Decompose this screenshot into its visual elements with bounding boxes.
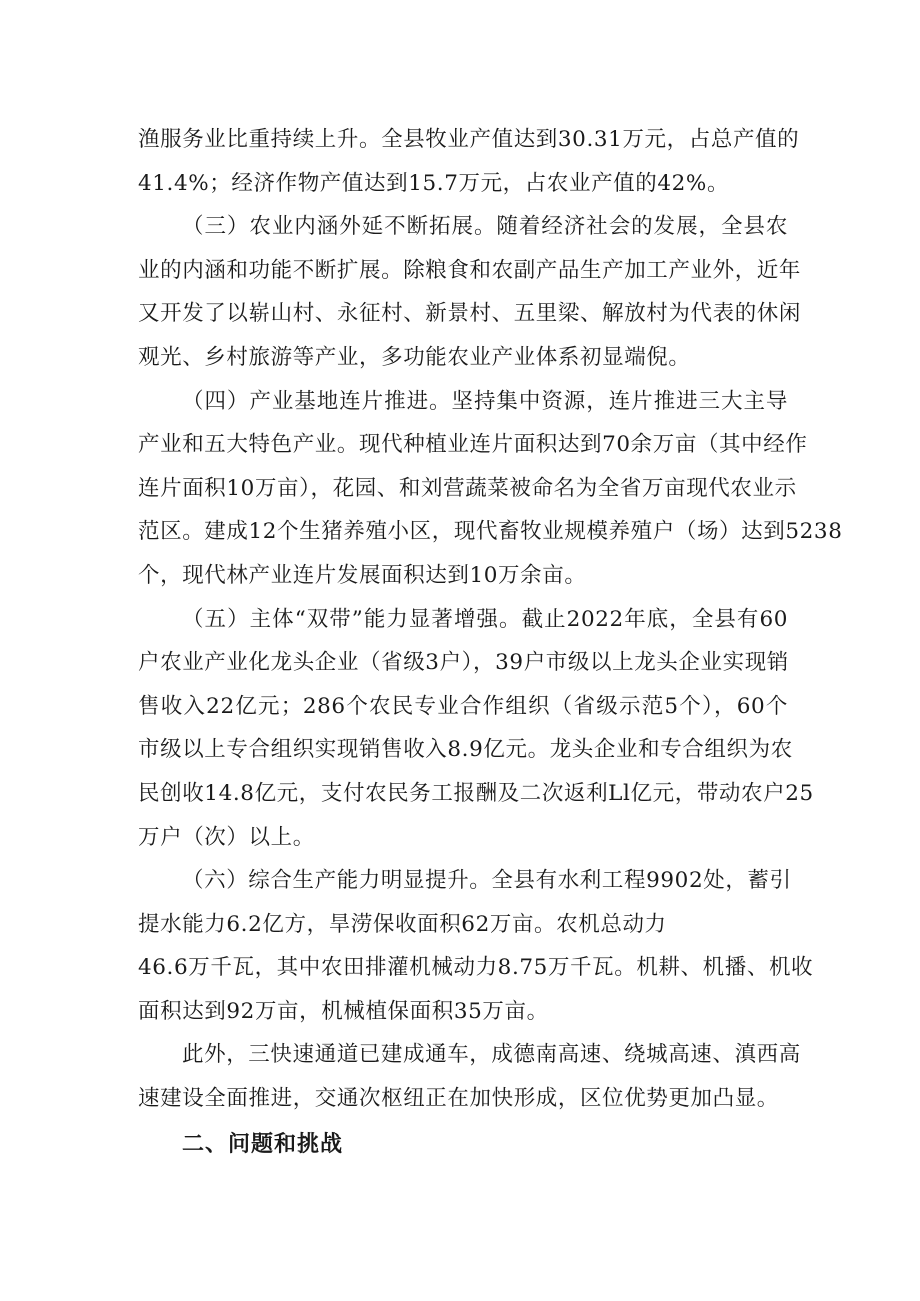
text-line: （四）产业基地连片推进。坚持集中资源，连片推进三大主导 — [182, 388, 788, 414]
text-line: 面积达到92万亩，机械植保面积35万亩。 — [138, 998, 549, 1024]
text-line: 范区。建成12个生猪养殖小区，现代畜牧业规模养殖户（场）达到5238 — [138, 519, 843, 545]
text-line: 售收入22亿元；286个农民专业合作组织（省级示范5个），60个 — [138, 693, 788, 719]
text-line: 连片面积10万亩），花园、和刘营蔬菜被命名为全省万亩现代农业示 — [138, 475, 797, 501]
text-line: （五）主体“双带”能力显著增强。截止2022年底，全县有60 — [182, 606, 788, 632]
text-line: 提水能力6.2亿方，旱涝保收面积62万亩。农机总动力 — [138, 911, 667, 937]
text-line: 速建设全面推进，交通次枢纽正在加快形成，区位优势更加凸显。 — [138, 1086, 779, 1112]
text-line: 户农业产业化龙头企业（省级3户），39户市级以上龙头企业实现销 — [138, 650, 789, 676]
paragraph-production-capacity — [138, 859, 814, 1033]
text-line: （六）综合生产能力明显提升。全县有水利工程9902处，蓄引 — [182, 868, 792, 894]
section-heading: 二、问题和挑战 — [182, 1131, 344, 1157]
paragraph-livestock-output — [138, 118, 800, 205]
text-line: 个，现代林产业连片发展面积达到10万余亩。 — [138, 562, 587, 588]
text-line: 观光、乡村旅游等产业，多功能农业产业体系初显端倪。 — [138, 344, 691, 370]
text-line: 业的内涵和功能不断扩展。除粮食和农副产品生产加工产业外，近年 — [138, 257, 802, 283]
text-line: 46.6万千瓦，其中农田排灌机械动力8.75万千瓦。机耕、机播、机收 — [138, 955, 814, 981]
text-line: （三）农业内涵外延不断拓展。随着经济社会的发展，全县农 — [182, 214, 788, 240]
paragraph-market-entities — [138, 598, 814, 860]
text-line: 产业和五大特色产业。现代种植业连片面积达到70余万亩（其中经作 — [138, 432, 808, 458]
document-body — [138, 118, 843, 1166]
paragraph-industrial-bases — [138, 380, 843, 598]
text-line: 此外，三快速通道已建成通车，成德南高速、绕城高速、滇西高 — [182, 1042, 801, 1068]
text-line: 又开发了以崭山村、永征村、新景村、五里梁、解放村为代表的休闲 — [138, 301, 802, 327]
text-line: 渔服务业比重持续上升。全县牧业产值达到30.31万元，占总产值的 — [138, 127, 800, 152]
text-line: 万户（次）以上。 — [138, 824, 315, 850]
text-line: 民创收14.8亿元，支付农民务工报酬及二次返利Ll亿元，带动农户25 — [138, 780, 814, 806]
text-line: 41.4%；经济作物产值达到15.7万元，占农业产值的42%。 — [138, 170, 730, 196]
text-line: 市级以上专合组织实现销售收入8.9亿元。龙头企业和专合组织为农 — [138, 737, 793, 763]
paragraph-transportation — [138, 1033, 801, 1120]
paragraph-agriculture-extension — [138, 205, 802, 379]
